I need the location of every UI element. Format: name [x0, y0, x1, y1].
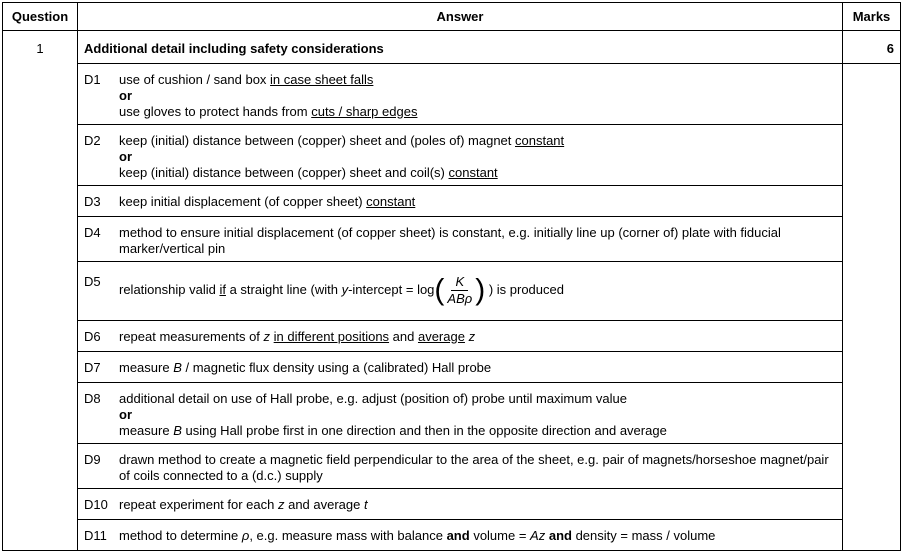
point-code: D8 [84, 391, 101, 406]
point-code: D11 [84, 528, 107, 543]
answer-text: cuts / sharp edges [311, 104, 418, 119]
answer-text: and [548, 528, 572, 543]
mark-scheme-table [2, 2, 901, 551]
point-code: D2 [84, 133, 101, 148]
table-row [3, 186, 901, 217]
table-row: D5 relationship valid if a straight line (with y-intercept = log( $\frac{K}{\text{ABρ}}$ ) ) is produced [3, 262, 901, 321]
answer-text: drawn method to create a magnetic field perpendicular to the area of the sheet, e.g. pair of magnets/horseshoe magnet/pair of coils connected to a (d.c.) supply [119, 452, 829, 483]
point-code: D1 [84, 72, 101, 87]
answer-text: method to determine [119, 528, 242, 543]
point-code: D5 [84, 274, 101, 289]
point-code: D6 [84, 329, 101, 344]
answer-text: keep initial displacement (of copper sheet) [119, 194, 367, 209]
table-row [3, 489, 901, 520]
answer-text: method to ensure initial displacement (of copper sheet) is constant, e.g. initially line up (corner of) plate with fiducial marker/vertical pin [119, 225, 781, 256]
answer-text: repeat experiment for each [119, 497, 278, 512]
or-label: or [119, 407, 132, 422]
table-row [3, 64, 901, 125]
answer-text: average [417, 329, 465, 344]
header-row [3, 3, 901, 31]
answer-text: use of cushion / sand box [119, 72, 271, 87]
fraction-denominator: ABρ [447, 291, 473, 306]
answer-text: B [173, 360, 182, 375]
answer-text: a straight line (with [225, 281, 342, 297]
or-label: or [119, 149, 132, 164]
answer-text: Az [530, 528, 546, 543]
point-code: D7 [84, 360, 101, 375]
answer-text: ) is produced [485, 281, 564, 297]
answer-text: -intercept = log [348, 281, 435, 297]
question-header: Question [3, 3, 78, 31]
table-row [3, 383, 901, 444]
question-number: 1 [3, 31, 78, 551]
answer-text: in case sheet falls [270, 72, 374, 87]
answer-text: measure [119, 360, 174, 375]
table-row [3, 217, 901, 262]
answer-text: repeat measurements of [119, 329, 264, 344]
answer-text: density = mass / volume [571, 528, 716, 543]
or-label: or [119, 88, 132, 103]
answer-text: in different positions [273, 329, 390, 344]
point-code: D10 [84, 497, 108, 512]
answer-text: keep (initial) distance between (copper) sheet and coil(s) [119, 165, 449, 180]
answer-text: z [464, 329, 476, 344]
answer-text: constant [515, 133, 565, 148]
answer-text: use gloves to protect hands from [119, 104, 312, 119]
section-row [3, 31, 901, 64]
table-row [3, 125, 901, 186]
answer-text: and average [284, 497, 364, 512]
answer-text: z [277, 497, 285, 512]
answer-text: B [173, 423, 182, 438]
answer-text: relationship valid [119, 281, 220, 297]
answer-text: keep (initial) distance between (copper) sheet and (poles of) magnet [119, 133, 515, 148]
marks-header: Marks [843, 3, 901, 31]
answer-text: if [219, 281, 226, 297]
answer-text: , e.g. measure mass with balance [249, 528, 447, 543]
fraction [447, 274, 472, 307]
answer-text: volume = [469, 528, 531, 543]
answer-text: using Hall probe first in one direction and then in the opposite direction and average [181, 423, 667, 438]
table-row [3, 321, 901, 352]
answer-text: ρ [241, 528, 250, 543]
answer-text: t [364, 497, 368, 512]
marks-total: 6 [843, 31, 901, 64]
answer-text: constant [366, 194, 416, 209]
answer-text: and [446, 528, 470, 543]
answer-text: z [263, 329, 271, 344]
table-row [3, 444, 901, 489]
marks-column-blank [843, 64, 901, 551]
answer-text: y [341, 281, 349, 297]
point-code: D9 [84, 452, 101, 467]
answer-text: constant [448, 165, 498, 180]
fraction-numerator: K [451, 274, 468, 291]
answer-text: / magnetic flux density using a (calibrated) Hall probe [181, 360, 492, 375]
answer-text: additional detail on use of Hall probe, e.g. adjust (position of) probe until maximum value [119, 391, 628, 406]
answer-header: Answer [78, 3, 843, 31]
point-code: D3 [84, 194, 101, 209]
table-row [3, 520, 901, 551]
section-title: Additional detail including safety considerations [78, 31, 843, 64]
point-code: D4 [84, 225, 101, 240]
answer-text: and [389, 329, 418, 344]
answer-text: measure [119, 423, 174, 438]
table-row [3, 352, 901, 383]
